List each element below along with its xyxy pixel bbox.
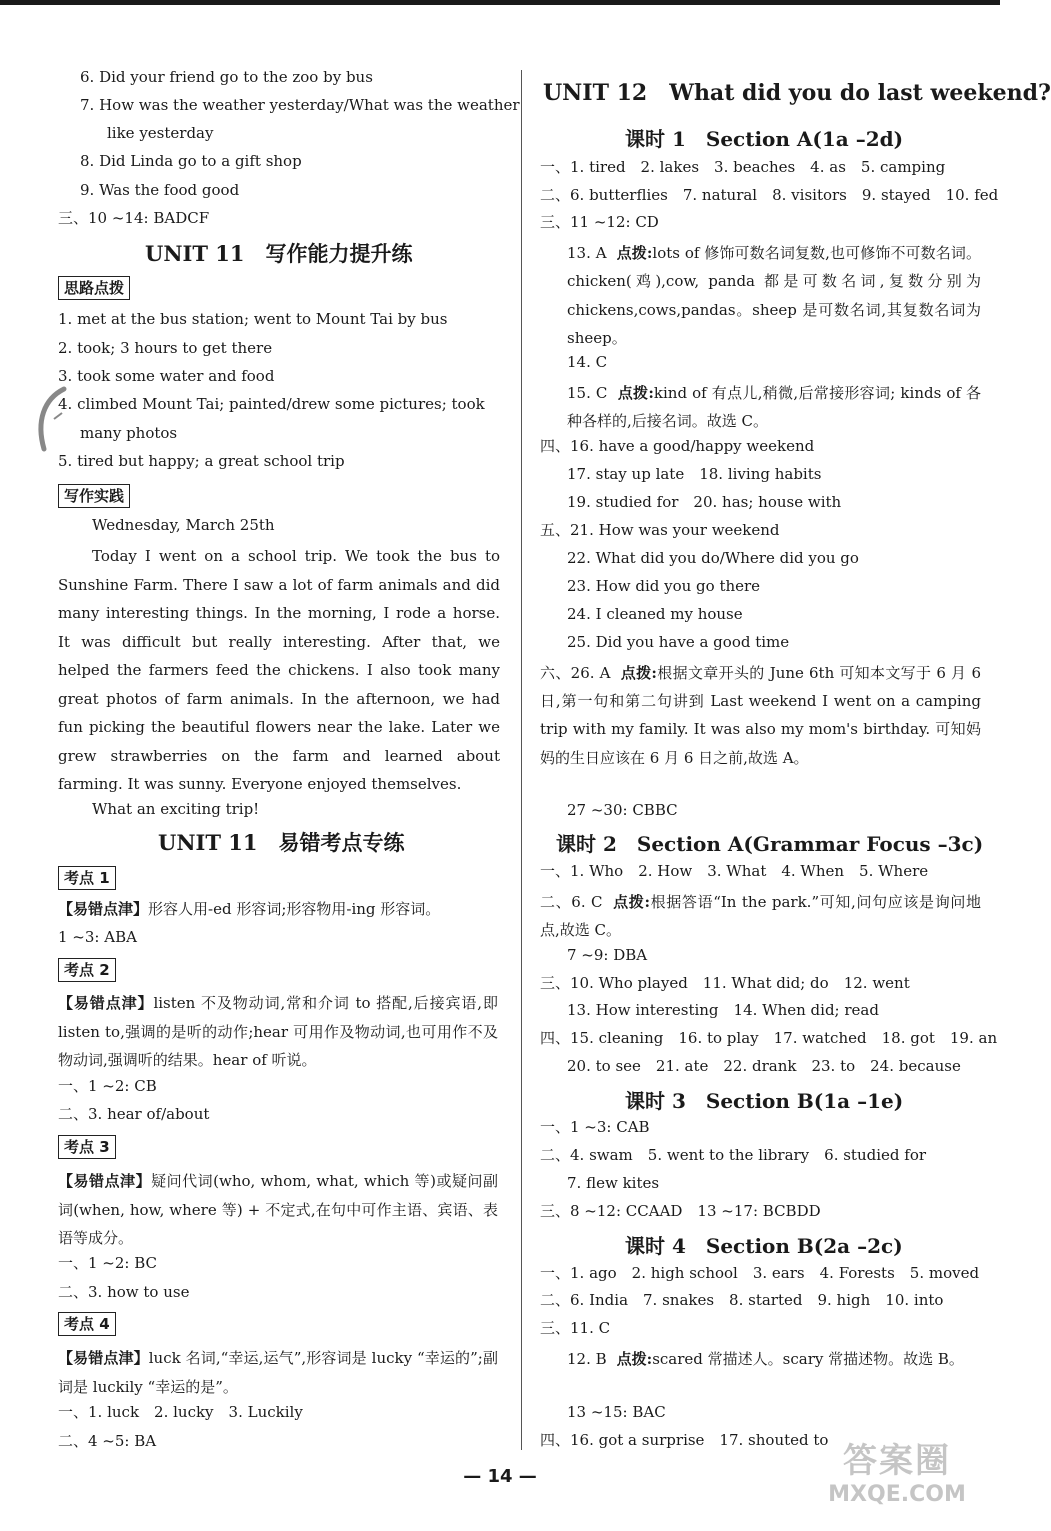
essay-date: Wednesday, March 25th xyxy=(92,516,275,534)
watermark-logo: 答案圈 xyxy=(843,1441,951,1481)
tag-kaodian-3: 考点 3 xyxy=(58,1135,116,1159)
answer-line: 三、10. Who played 11. What did; do 12. went xyxy=(540,974,910,992)
idea-line: 3. took some water and food xyxy=(58,367,275,385)
answer-line: 一、1 ~2: BC xyxy=(58,1254,158,1272)
answer-line: 22. What did you do/Where did you go xyxy=(567,549,859,567)
answer-line: 23. How did you go there xyxy=(567,577,761,595)
watermark xyxy=(812,1440,982,1520)
lesson-title-4: 课时 4 Section B(2a –2c) xyxy=(625,1234,903,1258)
watermark-url: MXQE.COM xyxy=(828,1482,966,1507)
answer-line: 7. flew kites xyxy=(567,1174,660,1192)
answer-line: 19. studied for 20. has; house with xyxy=(567,493,842,511)
answer-line: 13. How interesting 14. When did; read xyxy=(567,1001,879,1019)
answer-line: 一、1 ~3: CAB xyxy=(540,1118,650,1136)
essay-end: What an exciting trip! xyxy=(92,800,260,818)
answer-line: 7. How was the weather yesterday/What was the weather xyxy=(80,96,520,114)
answer-line: 一、1. tired 2. lakes 3. beaches 4. as 5. camping xyxy=(540,158,946,176)
answer-line: 1 ~3: ABA xyxy=(58,928,137,946)
note-line: 【易错点津】listen 不及物动词,常和介词 to 搭配,后接宾语,即 listen to,强调的是听的动作;hear 可用作及物动词,也可用作不及物动词,强调听的结果。hear of 听说。 xyxy=(58,994,498,1069)
answer-line: 一、1. ago 2. high school 3. ears 4. Forests 5. moved xyxy=(540,1264,980,1282)
answer-line: 五、21. How was your weekend xyxy=(540,521,780,539)
idea-line: 1. met at the bus station; went to Mount Tai by bus xyxy=(58,310,448,328)
answer-line: 6. Did your friend go to the zoo by bus xyxy=(80,68,373,86)
column-divider xyxy=(521,70,522,1450)
answer-line: 二、6. India 7. snakes 8. started 9. high 10. into xyxy=(540,1291,944,1309)
explanation-12: 12. B 点拨:scared 常描述人。scary 常描述物。故选 B。 xyxy=(567,1350,964,1368)
explanation-6: 二、6. C 点拨:根据答语“In the park.”可知,问句应该是询问地点,故选 C。 xyxy=(540,893,981,940)
top-border xyxy=(0,0,1000,5)
tag-kaodian-1: 考点 1 xyxy=(58,866,116,890)
answer-line: 三、10 ~14: BADCF xyxy=(58,209,210,227)
answer-line: 二、3. hear of/about xyxy=(58,1105,210,1123)
lesson-title-1: 课时 1 Section A(1a –2d) xyxy=(625,127,904,151)
page-number: — 14 — xyxy=(463,1466,537,1487)
idea-line: 4. climbed Mount Tai; painted/drew some pictures; took xyxy=(58,395,485,413)
answer-line: 27 ~30: CBBC xyxy=(567,801,678,819)
section-title-writing: UNIT 11 写作能力提升练 xyxy=(145,241,413,266)
lesson-title-3: 课时 3 Section B(1a –1e) xyxy=(625,1089,904,1113)
idea-line: 5. tired but happy; a great school trip xyxy=(58,452,345,470)
note-line: 【易错点津】疑问代词(who, whom, what, which 等)或疑问副词(when, how, where 等) + 不定式,在句中可作主语、宾语、表语等成分。 xyxy=(58,1172,498,1247)
unit-title: UNIT 12 What did you do last weekend? xyxy=(543,80,1051,106)
answer-line: 三、11 ~12: CD xyxy=(540,213,659,231)
answer-line: 二、4. swam 5. went to the library 6. studied for xyxy=(540,1146,927,1164)
note-line: 【易错点津】形容人用-ed 形容词;形容物用-ing 形容词。 xyxy=(58,900,441,918)
answer-line: 25. Did you have a good time xyxy=(567,633,790,651)
answer-line: 24. I cleaned my house xyxy=(567,605,743,623)
explanation-13: 13. A 点拨:lots of 修饰可数名词复数,也可修饰不可数名词。chicken(鸡),cow, panda 都是可数名词,复数分别为 chickens,cows,pandas。sheep 是可数名词,其复数名词为 sheep。 xyxy=(567,244,981,347)
essay-body: Today I went on a school trip. We took the bus to Sunshine Farm. There I saw a lot of farm animals and did many interesting things. In the morning, I rode a horse. It was difficult but really interesting. After that, we helped the farmers feed the chickens. I also took many great photos of farm animals. In the afternoon, we had fun picking the beautiful flowers near the lake. Later we grew strawberries on the farm and learned about farming. It was sunny. Everyone enjoyed themselves. xyxy=(58,547,500,793)
answer-line: 一、1. luck 2. lucky 3. Luckily xyxy=(58,1403,303,1421)
answer-line: 三、8 ~12: CCAAD 13 ~17: BCBDD xyxy=(540,1202,821,1220)
answer-line: 17. stay up late 18. living habits xyxy=(567,465,822,483)
answer-line: 四、16. have a good/happy weekend xyxy=(540,437,815,455)
answer-line: like yesterday xyxy=(107,124,214,142)
explanation-15: 15. C 点拨:kind of 有点儿,稍微,后常接形容词; kinds of 各种各样的,后接名词。故选 C。 xyxy=(567,384,982,431)
answer-line: 14. C xyxy=(567,353,608,371)
answer-line: 二、4 ~5: BA xyxy=(58,1432,157,1450)
answer-line: 三、11. C xyxy=(540,1319,611,1337)
tag-ideas: 思路点拨 xyxy=(58,276,130,300)
answer-line: 一、1 ~2: CB xyxy=(58,1077,157,1095)
note-line: 【易错点津】luck 名词,“幸运,运气”,形容词是 lucky “幸运的”;副词是 luckily “幸运的是”。 xyxy=(58,1349,498,1396)
tag-kaodian-4: 考点 4 xyxy=(58,1312,116,1336)
idea-line: 2. took; 3 hours to get there xyxy=(58,339,273,357)
tag-kaodian-2: 考点 2 xyxy=(58,958,116,982)
idea-line: many photos xyxy=(80,424,178,442)
answer-line: 8. Did Linda go to a gift shop xyxy=(80,152,302,170)
answer-line: 9. Was the food good xyxy=(80,181,240,199)
explanation-26: 六、26. A 点拨:根据文章开头的 June 6th 可知本文写于 6 月 6 日,第一句和第二句讲到 Last weekend I went on a camping trip with my family. It was also my mom's birthday. 可知妈妈的生日应该在 6 月 6 日之前,故选 A。 xyxy=(540,664,982,767)
answer-line: 一、1. Who 2. How 3. What 4. When 5. Where xyxy=(540,862,929,880)
tag-practice: 写作实践 xyxy=(58,484,130,508)
answer-line: 四、16. got a surprise 17. shouted to xyxy=(540,1431,829,1449)
lesson-title-2: 课时 2 Section A(Grammar Focus –3c) xyxy=(556,832,984,856)
section-title-mistakes: UNIT 11 易错考点专练 xyxy=(158,830,405,855)
answer-line: 7 ~9: DBA xyxy=(567,946,648,964)
answer-line: 13 ~15: BAC xyxy=(567,1403,666,1421)
answer-line: 四、15. cleaning 16. to play 17. watched 18. got 19. an xyxy=(540,1029,998,1047)
answer-line: 二、3. how to use xyxy=(58,1283,190,1301)
answer-line: 20. to see 21. ate 22. drank 23. to 24. because xyxy=(567,1057,961,1075)
answer-line: 二、6. butterflies 7. natural 8. visitors 9. stayed 10. fed xyxy=(540,186,999,204)
